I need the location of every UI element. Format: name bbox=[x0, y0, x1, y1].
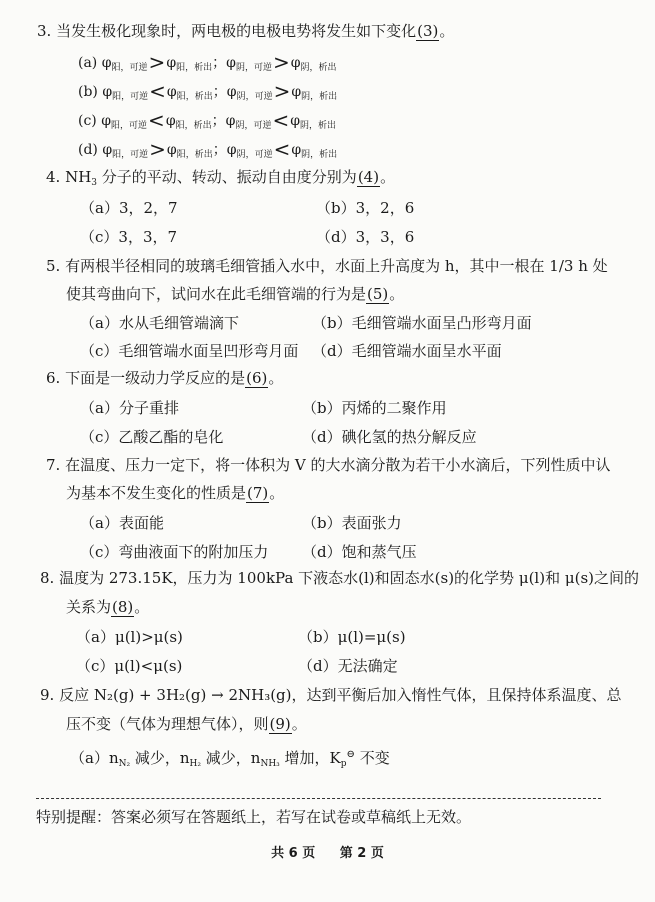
q4-option-d: （d）3，3，6 bbox=[316, 228, 415, 246]
q6-stem: 6. 下面是一级动力学反应的是(6)。 bbox=[46, 369, 284, 387]
q7-option-c: （c）弯曲液面下的附加压力 bbox=[80, 543, 269, 561]
q7-option-d: （d）饱和蒸气压 bbox=[302, 543, 417, 561]
q9-blank: (9) bbox=[269, 715, 291, 733]
q3-option-c: (c) $\varphi_{阳,可逆}<\varphi_{阳,析出}$；$\varphi_{阴,可逆}<\varphi_{阴,析出}$ bbox=[78, 108, 337, 132]
q3-option-d: (d) $\varphi_{阳,可逆}>\varphi_{阳,析出}$；$\varphi_{阴,可逆}<\varphi_{阴,析出}$ bbox=[78, 137, 338, 161]
q6-option-d: （d）碘化氢的热分解反应 bbox=[302, 428, 477, 446]
q5-stem-line1: 5. 有两根半径相同的玻璃毛细管插入水中，水面上升高度为 h，其中一根在 1/3 h 处 bbox=[46, 257, 608, 275]
q8-stem-line1: 8. 温度为 273.15K，压力为 100kPa 下液态水(l)和固态水(s)的化学势 μ(l)和 μ(s)之间的 bbox=[40, 569, 639, 587]
q6-option-a: （a）分子重排 bbox=[80, 399, 179, 417]
q9-stem-line1: 9. 反应 N₂(g) + 3H₂(g) → 2NH₃(g)，达到平衡后加入惰性气体，且保持体系温度、总 bbox=[40, 686, 622, 704]
q7-option-a: （a）表面能 bbox=[80, 514, 164, 532]
q4-blank: (4) bbox=[357, 168, 380, 186]
q3-stem: 3. 当发生极化现象时，两电极的电极电势将发生如下变化(3)。 bbox=[37, 22, 455, 40]
q9-stem-line2: 压不变（气体为理想气体），则(9)。 bbox=[66, 715, 307, 733]
q3-blank: (3) bbox=[417, 22, 439, 40]
q8-option-c: （c）μ(l)<μ(s) bbox=[76, 657, 183, 675]
q6-blank: (6) bbox=[246, 369, 268, 387]
q8-blank: (8) bbox=[112, 598, 134, 616]
dashed-divider bbox=[36, 798, 601, 799]
q5-option-c: （c）毛细管端水面呈凹形弯月面 bbox=[80, 342, 299, 360]
special-note: 特别提醒：答案必须写在答题纸上，若写在试卷或草稿纸上无效。 bbox=[36, 808, 472, 826]
q9-option-a: $(a)n_{N_2}$ 减少，$n_{H_2}$ 减少，$n_{NH_3}$ 增加，$K_p^⊖$ 不变 bbox=[70, 749, 390, 769]
q5-blank: (5) bbox=[367, 285, 389, 303]
q8-option-d: （d）无法确定 bbox=[298, 657, 398, 675]
q4-option-c: （c）3，3，7 bbox=[80, 228, 178, 246]
q6-option-b: （b）丙烯的二聚作用 bbox=[302, 399, 447, 417]
q8-option-b: （b）μ(l)=μ(s) bbox=[298, 628, 406, 646]
q4-stem: 4. $NH_3$ 分子的平动、转动、振动自由度分别为(4)。 bbox=[46, 168, 396, 188]
q4-option-b: （b）3，2，6 bbox=[316, 199, 415, 217]
current-page: 第 2 页 bbox=[339, 846, 384, 861]
page-footer bbox=[0, 842, 655, 861]
q7-stem-line1: 7. 在温度、压力一定下，将一体积为 V 的大水滴分散为若干小水滴后，下列性质中认 bbox=[46, 456, 611, 474]
q4-option-a: （a）3，2，7 bbox=[80, 199, 178, 217]
q6-option-c: （c）乙酸乙酯的皂化 bbox=[80, 428, 224, 446]
q5-option-a: （a）水从毛细管端滴下 bbox=[80, 314, 239, 332]
total-pages: 共 6 页 bbox=[271, 846, 316, 861]
q5-option-b: （b）毛细管端水面呈凸形弯月面 bbox=[312, 314, 532, 332]
q5-stem-line2: 使其弯曲向下，试问水在此毛细管端的行为是(5)。 bbox=[66, 285, 405, 303]
q7-option-b: （b）表面张力 bbox=[302, 514, 402, 532]
q8-stem-line2: 关系为(8)。 bbox=[66, 598, 150, 616]
q7-stem-line2: 为基本不发生变化的性质是(7)。 bbox=[66, 484, 285, 502]
q7-blank: (7) bbox=[247, 484, 269, 502]
q8-option-a: （a）μ(l)>μ(s) bbox=[76, 628, 183, 646]
q3-option-b: (b) $\varphi_{阳,可逆}<\varphi_{阳,析出}$；$\varphi_{阴,可逆}>\varphi_{阴,析出}$ bbox=[78, 79, 338, 103]
q5-option-d: （d）毛细管端水面呈水平面 bbox=[312, 342, 502, 360]
q3-option-a: (a) $\varphi_{阳,可逆}>\varphi_{阳,析出}$；$\varphi_{阴,可逆}>\varphi_{阴,析出}$ bbox=[78, 50, 337, 74]
